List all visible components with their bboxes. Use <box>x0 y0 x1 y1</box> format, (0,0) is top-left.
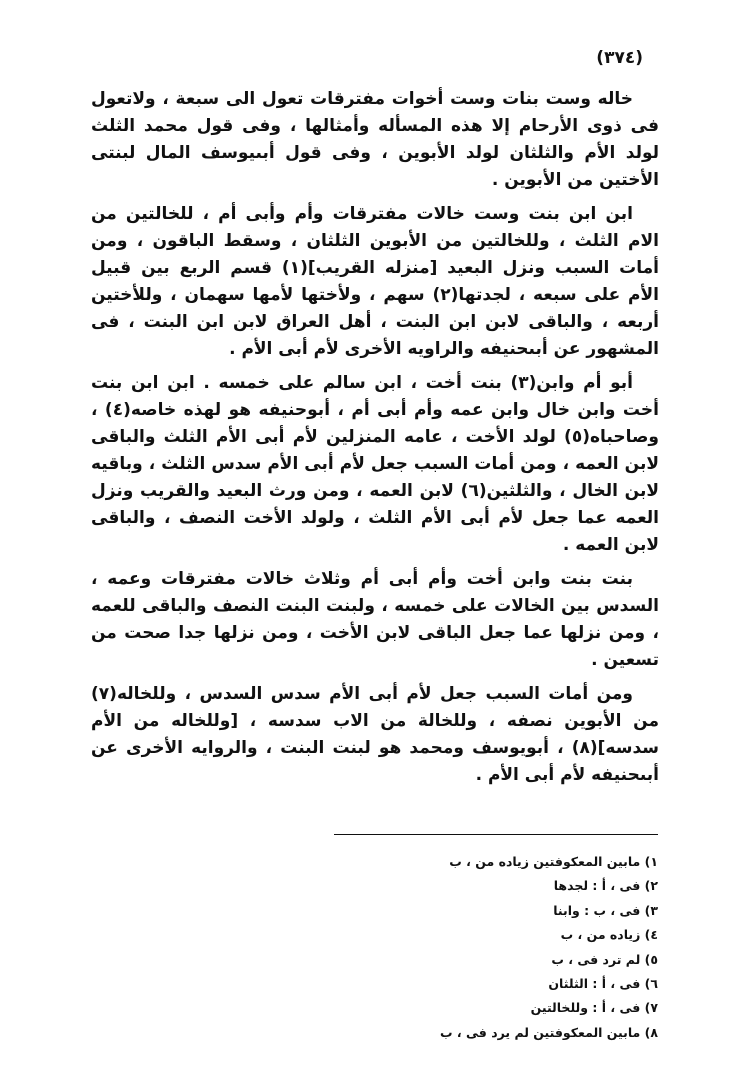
footnotes <box>98 850 658 1045</box>
footnote-1: ١) مابين المعكوفتين زياده من ، ب <box>449 854 658 869</box>
footnote-8: ٨) مابين المعكوفتين لم يرد فى ، ب <box>440 1024 658 1040</box>
footnote-2: ٢) فى ، أ : لجدها <box>553 878 658 894</box>
footnote-4: ٤) زياده من ، ب <box>560 927 658 943</box>
footnote-5: ٥) لم ترد فى ، ب <box>551 951 658 967</box>
footnote-7: ٧) فى ، أ : وللخالتين <box>530 1000 658 1016</box>
paragraph-3: أبو أم وابن(٣) بنت أخت ، ابن سالم على خمسه . ابن ابن بنت أخت وابن خال وابن عمه وأم أبى أم ، أبوحنيفه هو لهذه خاصه(٤) ، وصاحباه(٥) لولد الأخت ، عامه المنزلين لأم أبى الأم الثلث والباقى لابن العمه ، ومن أمات السبب جعل لأم أبى الأم سدس الثلث ، وباقيه لابن الخال ، والثلثين(٦) لابن العمه ، ومن ورث البعيد والقريب ونزل العمه عما جعل لأم أبى الأم الثلث ، ولولد الأخت النصف ، والباقى لابن العمه . <box>91 373 659 555</box>
page-number: (٣٧٤) <box>596 48 643 68</box>
paragraph-2: ابن ابن بنت وست خالات مفترقات وأم وأبى أم ، للخالتين من الام الثلث ، وللخالتين من الأبوين الثلثان ، وسقط الباقون ، ومن أمات السبب ونزل البعيد [منزله القريب](١) قسم الربع بين قبيل الأم على سبعه ، لجدتها(٢) سهم ، ولأختها لأمها سهمان ، وللأختين أربعه ، والباقى لابن ابن البنت ، أهل العراق لابن ابن البنت ، فى المشهور عن أبىحنيفه والراويه الأخرى لأم أبى الأم . <box>91 204 659 359</box>
main-text <box>91 86 659 796</box>
paragraph-1: خاله وست بنات وست أخوات مفترقات تعول الى سبعة ، ولاتعول فى ذوى الأرحام إلا هذه المسأله وأمثالها ، وفى قول محمد الثلث لولد الأم والثلثان لولد الأبوين ، وفى قول أبىيوسف المال لبنتى الأختين من الأبوين . <box>91 89 659 190</box>
footnote-6: ٦) فى ، أ : الثلثان <box>548 976 658 992</box>
footnote-divider <box>334 834 658 835</box>
footnote-3: ٣) فى ، ب : وابنا <box>553 902 658 918</box>
paragraph-5: ومن أمات السبب جعل لأم أبى الأم سدس السدس ، وللخاله(٧) من الأبوين نصفه ، وللخالة من الاب سدسه ، [وللخاله من الأم سدسه](٨) ، أبويوسف ومحمد هو لبنت البنت ، والروايه الأخرى عن أبىحنيفه لأم أبى الأم . <box>91 684 659 785</box>
paragraph-4: بنت بنت وابن أخت وأم أبى أم وثلاث خالات مفترقات وعمه ، السدس بين الخالات على خمسه ، ولبنت البنت النصف والباقى للعمه ، ومن نزلها عما جعل الباقى لابن الأخت ، ومن نزلها جدا صحت من تسعين . <box>91 569 659 670</box>
